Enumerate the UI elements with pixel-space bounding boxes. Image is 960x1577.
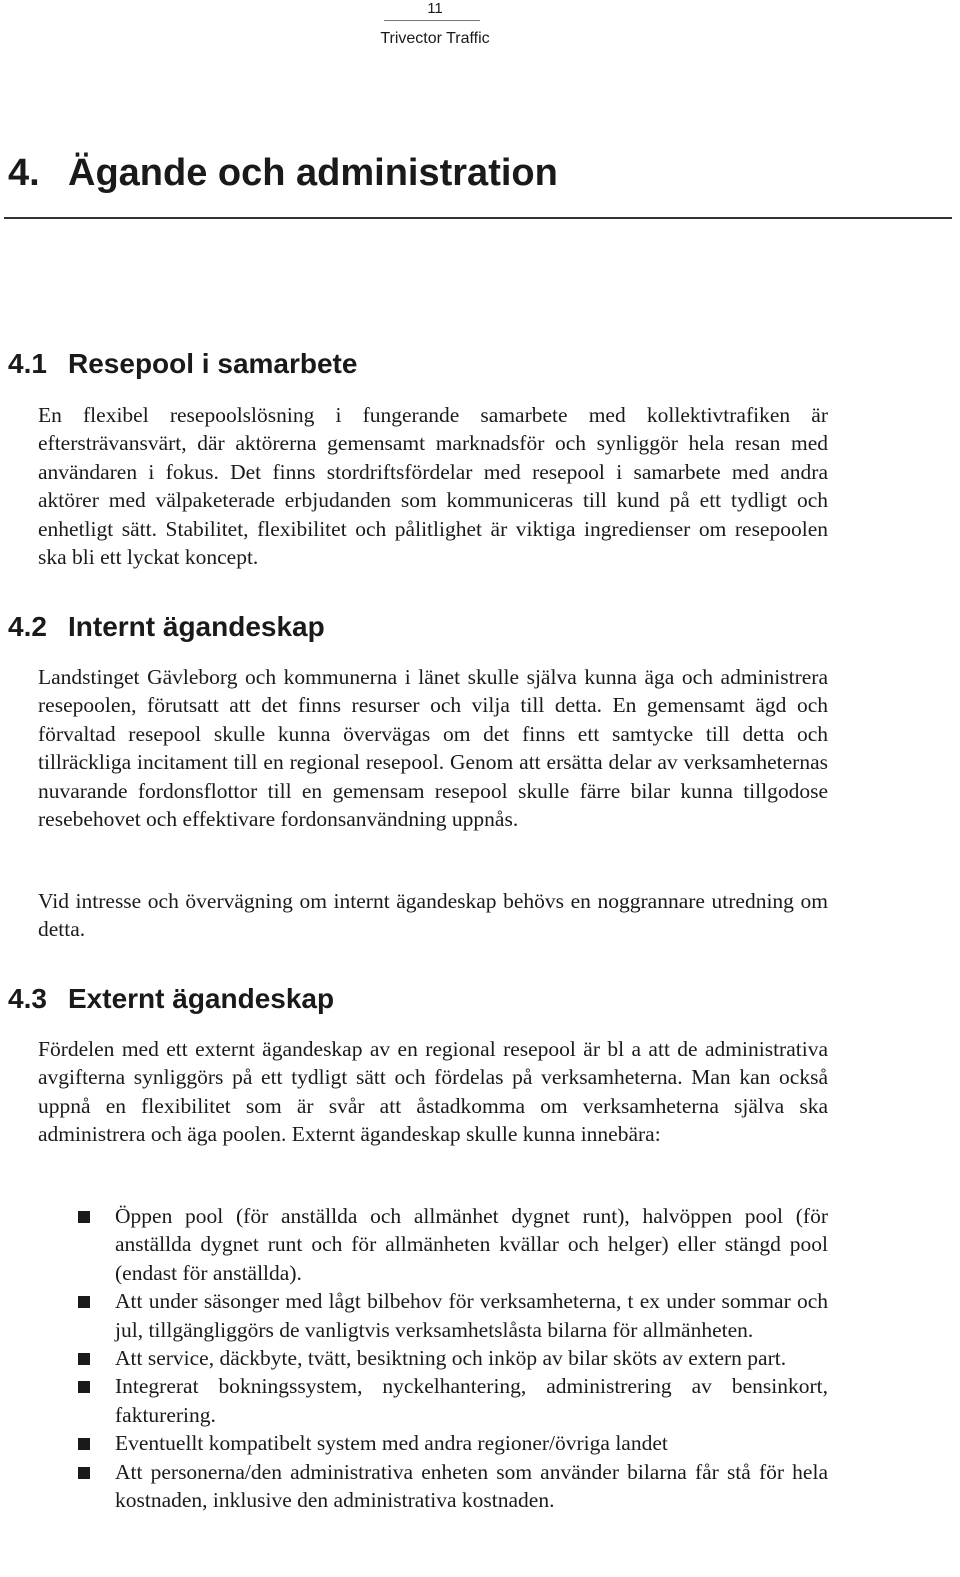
list-item — [38, 1344, 828, 1372]
header-divider — [384, 20, 480, 21]
section-number: 4.3 — [8, 983, 47, 1014]
section-title: Resepool i samarbete — [68, 348, 358, 379]
paragraph: Fördelen med ett externt ägandeskap av en regional resepool är bl a att de administrativa avgifterna synliggörs på ett tydligt sätt och fördelas på verksamheterna. Man kan också uppnå en flexibilitet som är svår att åstadkomma om verksamheterna själva ska administrera och äga poolen. Externt ägandeskap skulle kunna innebära: — [38, 1037, 828, 1147]
list-item — [38, 1458, 828, 1515]
section-heading-4-2 — [8, 610, 325, 644]
list-item-text: Öppen pool (för anställda och allmänhet dygnet runt), halvöppen pool (för anställda dygnet runt och för allmänheten kvällar och helger) eller stängd pool (endast för anställda). — [115, 1204, 828, 1285]
square-bullet-icon — [78, 1211, 90, 1223]
list-item-text: Att service, däckbyte, tvätt, besiktning och inköp av bilar sköts av extern part. — [115, 1346, 787, 1371]
square-bullet-icon — [78, 1381, 90, 1393]
section-number: 4.2 — [8, 611, 47, 642]
square-bullet-icon — [78, 1353, 90, 1365]
chapter-number: 4. — [8, 152, 40, 194]
header-company-name: Trivector Traffic — [380, 30, 490, 47]
square-bullet-icon — [78, 1296, 90, 1308]
bullet-list — [38, 1202, 828, 1514]
paragraph: Landstinget Gävleborg och kommunerna i länet skulle själva kunna äga och administrera resepoolen, förutsatt att det finns resurser och vilja till detta. En gemensamt ägd och förvaltad resepool skulle kunna övervägas om det finns ett samtycke till detta och tillräckliga incitament till en regional resepool. Genom att ersätta delar av verksamheternas nuvarande fordonsflottor till en gemensam resepool skulle färre bilar kunna tillgodose resebehovet och effektivare fordonsanvändning uppnås. — [38, 665, 828, 832]
chapter-title-text: Ägande och administration — [68, 152, 558, 194]
list-item-text: Att under säsonger med lågt bilbehov för verksamheterna, t ex under sommar och jul, tillgängliggörs de vanligtvis verksamhetslåsta bilarna för allmänheten. — [115, 1289, 828, 1342]
square-bullet-icon — [78, 1467, 90, 1479]
chapter-divider — [4, 217, 952, 219]
square-bullet-icon — [78, 1438, 90, 1450]
list-item — [38, 1202, 828, 1287]
chapter-title — [8, 150, 558, 196]
section-title: Internt ägandeskap — [68, 611, 325, 642]
section-heading-4-1 — [8, 347, 357, 381]
section-number: 4.1 — [8, 348, 47, 379]
list-item-text: Att personerna/den administrativa enheten som använder bilarna får stå för hela kostnaden, inklusive den administrativa kostnaden. — [115, 1459, 828, 1513]
list-item — [38, 1287, 828, 1344]
list-item — [38, 1429, 828, 1457]
list-item-text: Eventuellt kompatibelt system med andra regioner/övriga landet — [115, 1431, 668, 1456]
page-number: 11 — [427, 0, 443, 17]
list-item — [38, 1372, 828, 1429]
section-heading-4-3 — [8, 982, 334, 1016]
list-item-text: Integrerat bokningssystem, nyckelhantering, administrering av bensinkort, fakturering. — [115, 1374, 828, 1427]
paragraph: En flexibel resepoolslösning i fungerande samarbete med kollektivtrafiken är eftersträvansvärt, där aktörerna gemensamt marknadsför och synliggör hela resan med användaren i fokus. Det finns stordriftsfördelar med resepool i samarbete med andra aktörer med välpaketerade erbjudanden som kommuniceras till kund på ett tydligt och enhetligt sätt. Stabilitet, flexibilitet och pålitlighet är viktiga ingredienser om resepoolen ska bli ett lyckat koncept. — [38, 403, 828, 570]
section-title: Externt ägandeskap — [68, 983, 335, 1014]
paragraph: Vid intresse och övervägning om internt ägandeskap behövs en noggrannare utredning om detta. — [38, 889, 828, 942]
